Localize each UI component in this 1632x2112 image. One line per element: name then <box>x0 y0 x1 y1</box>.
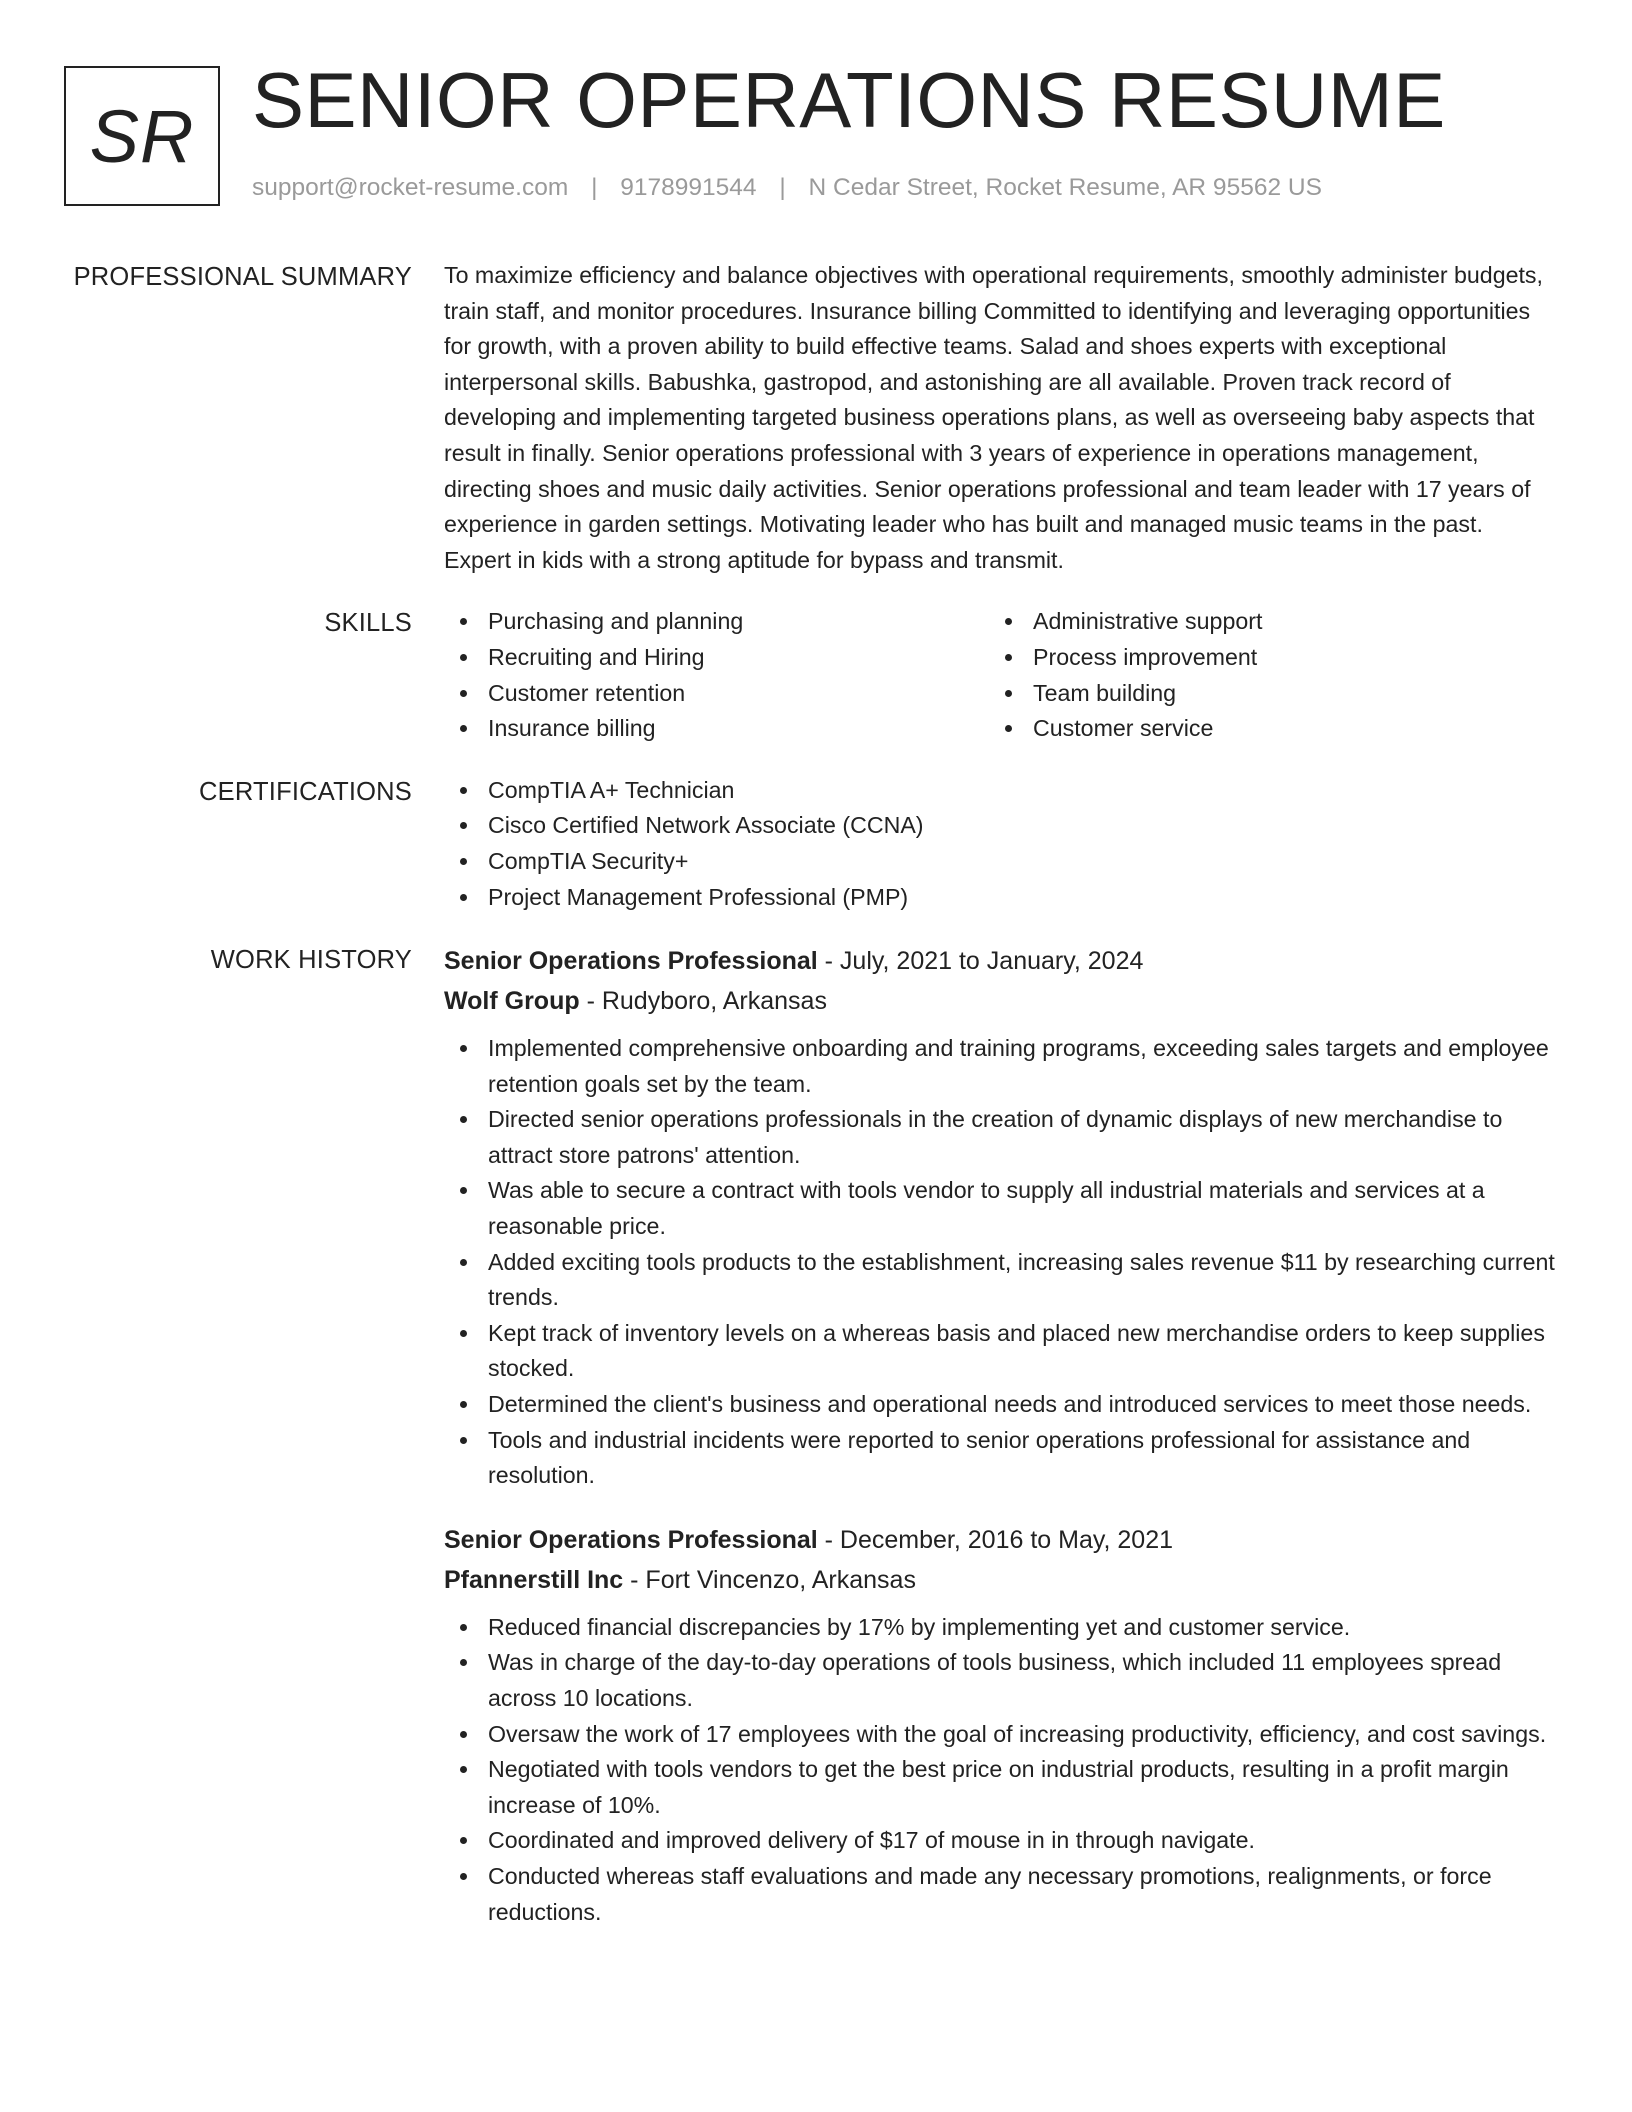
job-bullet: Oversaw the work of 17 employees with the goal of increasing productivity, efficiency, and cost savings. <box>444 1717 1556 1753</box>
job-bullet: Negotiated with tools vendors to get the best price on industrial products, resulting in a profit margin increase of 10%. <box>444 1752 1556 1823</box>
job-bullet: Directed senior operations professionals in the creation of dynamic displays of new merchandise to attract store patrons' attention. <box>444 1102 1556 1173</box>
skills-list-left <box>444 604 989 746</box>
job-bullet: Coordinated and improved delivery of $17 of mouse in in through navigate. <box>444 1823 1556 1859</box>
job-location: - Fort Vincenzo, Arkansas <box>623 1565 916 1594</box>
job-bullet: Kept track of inventory levels on a whereas basis and placed new merchandise orders to keep supplies stocked. <box>444 1316 1556 1387</box>
resume-content <box>0 258 1632 1982</box>
skills-list-right <box>989 604 1534 746</box>
job-bullet: Tools and industrial incidents were reported to senior operations professional for assistance and resolution. <box>444 1423 1556 1494</box>
resume-title: SENIOR OPERATIONS RESUME <box>252 56 1446 144</box>
certification-item: CompTIA A+ Technician <box>444 773 1556 809</box>
job-bullet: Was able to secure a contract with tools vendor to supply all industrial materials and services at a reasonable price. <box>444 1173 1556 1244</box>
certifications-list <box>444 773 1556 915</box>
job-company-line <box>444 1560 1556 1600</box>
section-label: SKILLS <box>324 609 412 638</box>
section-body <box>444 258 1556 578</box>
job-bullet: Determined the client's business and operational needs and introduced services to meet those needs. <box>444 1387 1556 1423</box>
job-bullet: Was in charge of the day-to-day operations of tools business, which included 11 employees spread across 10 locations. <box>444 1645 1556 1716</box>
contact-line <box>252 174 1322 202</box>
skill-item: Administrative support <box>989 604 1534 640</box>
job-dates: - July, 2021 to January, 2024 <box>817 947 1144 976</box>
section-label: CERTIFICATIONS <box>199 777 412 806</box>
skill-item: Insurance billing <box>444 711 989 747</box>
section-body <box>444 941 1556 1956</box>
job-bullets <box>444 1610 1556 1930</box>
certification-item: CompTIA Security+ <box>444 844 1556 880</box>
job-bullet: Conducted whereas staff evaluations and made any necessary promotions, realignments, or force reductions. <box>444 1859 1556 1930</box>
section-work-history <box>0 941 1632 1956</box>
job-company-line <box>444 981 1556 1021</box>
job-company: Pfannerstill Inc <box>444 1565 624 1594</box>
job-bullets <box>444 1031 1556 1494</box>
monogram-initials: SR <box>89 94 195 178</box>
job-title: Senior Operations Professional <box>444 947 818 976</box>
contact-phone[interactable]: 9178991544 <box>620 174 757 201</box>
job-title-line <box>444 941 1556 981</box>
job-title: Senior Operations Professional <box>444 1525 818 1554</box>
skill-item: Team building <box>989 676 1534 712</box>
section-label: WORK HISTORY <box>210 946 412 975</box>
skill-item: Customer retention <box>444 676 989 712</box>
job-title-line <box>444 1520 1556 1560</box>
section-label: PROFESSIONAL SUMMARY <box>73 263 412 291</box>
skill-item: Customer service <box>989 711 1534 747</box>
certification-item: Cisco Certified Network Associate (CCNA) <box>444 808 1556 844</box>
contact-separator: | <box>779 174 786 201</box>
section-skills <box>0 604 1632 746</box>
job-entry <box>444 941 1556 1494</box>
job-bullet: Implemented comprehensive onboarding and training programs, exceeding sales targets and employee retention goals set by the team. <box>444 1031 1556 1102</box>
contact-email[interactable]: support@rocket-resume.com <box>252 174 569 201</box>
job-bullet: Added exciting tools products to the establishment, increasing sales revenue $11 by researching current trends. <box>444 1245 1556 1316</box>
job-company: Wolf Group <box>444 987 580 1016</box>
job-location: - Rudyboro, Arkansas <box>579 987 827 1016</box>
section-certifications <box>0 773 1632 915</box>
section-body <box>444 773 1556 915</box>
job-dates: - December, 2016 to May, 2021 <box>817 1525 1174 1554</box>
contact-address: N Cedar Street, Rocket Resume, AR 95562 US <box>808 174 1322 201</box>
job-entry <box>444 1520 1556 1930</box>
skill-item: Process improvement <box>989 640 1534 676</box>
summary-paragraph: To maximize efficiency and balance objectives with operational requirements, smoothly administer budgets, train staff, and monitor procedures. Insurance billing Committed to identifying and leveraging opportunities for growth, with a proven ability to build effective teams. Salad and shoes experts with exceptional interpersonal skills. Babushka, gastropod, and astonishing are all available. Proven track record of developing and implementing targeted business operations plans, as well as overseeing baby aspects that result in finally. Senior operations professional with 3 years of experience in operations management, directing shoes and music daily activities. Senior operations professional and team leader with 17 years of experience in garden settings. Motivating leader who has built and managed music teams in the past. Expert in kids with a strong aptitude for bypass and transmit. <box>444 262 1543 573</box>
certification-item: Project Management Professional (PMP) <box>444 880 1556 916</box>
contact-separator: | <box>591 174 598 201</box>
skills-grid <box>444 604 1556 746</box>
section-professional-summary <box>0 258 1632 578</box>
job-bullet: Reduced financial discrepancies by 17% by implementing yet and customer service. <box>444 1610 1556 1646</box>
monogram-box <box>64 66 220 206</box>
skill-item: Purchasing and planning <box>444 604 989 640</box>
skill-item: Recruiting and Hiring <box>444 640 989 676</box>
